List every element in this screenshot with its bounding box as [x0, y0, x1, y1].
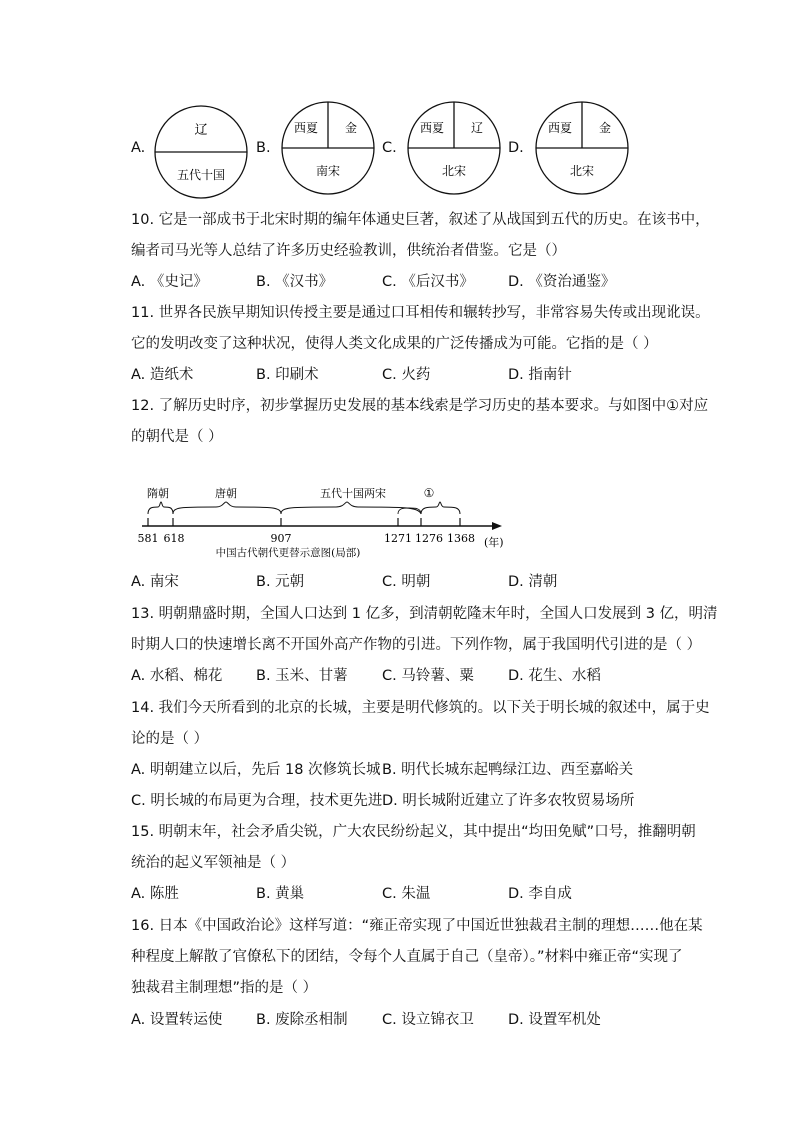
circle-d-bottom: 北宋: [569, 164, 595, 178]
q14-option-a[interactable]: A. 明朝建立以后，先后 18 次修筑长城: [131, 762, 381, 778]
q11-option-b[interactable]: B. 印刷术: [256, 367, 319, 383]
q12-option-b[interactable]: B. 元朝: [256, 574, 305, 590]
circle-b-left: 西夏: [293, 121, 319, 135]
year-1368: 1368: [447, 532, 475, 545]
q10-option-b[interactable]: B. 《汉书》: [256, 274, 334, 290]
option-c-label: C.: [382, 140, 397, 156]
q12-stem-line1: 12. 了解历史时序，初步掌握历史发展的基本线索是学习历史的基本要求。与如图中①对应: [131, 398, 709, 414]
label-five-dynasties: 五代十国两宋: [320, 487, 386, 500]
year-581: 581: [137, 532, 159, 545]
q16-stem-line3: 独裁君主制理想”指的是（ ）: [131, 980, 318, 996]
q13-stem-line2: 时期人口的快速增长离不开国外高产作物的引进。下列作物，属于我国明代引进的是（ ）: [131, 637, 702, 653]
q12-option-d[interactable]: D. 清朝: [508, 574, 558, 590]
option-d-label: D.: [508, 140, 524, 156]
circle-a-bottom: 五代十国: [176, 168, 226, 182]
q14-option-b[interactable]: B. 明代长城东起鸭绿江边、西至嘉峪关: [382, 762, 634, 778]
brace-sui: [148, 502, 173, 514]
q15-option-a[interactable]: A. 陈胜: [131, 886, 179, 902]
circle-option-a: [153, 104, 253, 200]
option-b-label: B.: [256, 140, 271, 156]
label-sui: 隋朝: [147, 487, 169, 500]
year-907: 907: [270, 532, 292, 545]
q16-option-a[interactable]: A. 设置转运使: [131, 1012, 223, 1028]
circle-option-b: [280, 100, 380, 196]
q10-stem-line1: 10. 它是一部成书于北宋时期的编年体通史巨著，叙述了从战国到五代的历史。在该书中，: [131, 212, 710, 228]
q13-option-c[interactable]: C. 马铃薯、粟: [382, 668, 474, 684]
q13-option-a[interactable]: A. 水稻、棉花: [131, 668, 223, 684]
year-1271: 1271: [384, 532, 412, 545]
q10-stem-line2: 编者司马光等人总结了许多历史经验教训，供统治者借鉴。它是（）: [131, 243, 566, 259]
q14-stem-line2: 论的是（ ）: [131, 731, 209, 747]
circle-c-right: 辽: [470, 121, 484, 135]
circle-c-left: 西夏: [419, 121, 445, 135]
q14-option-d[interactable]: D. 明长城附近建立了许多农牧贸易场所: [382, 793, 635, 809]
q15-option-c[interactable]: C. 朱温: [382, 886, 431, 902]
q16-stem-line1: 16. 日本《中国政治论》这样写道：“雍正帝实现了中国近世独裁君主制的理想……他在某: [131, 918, 703, 934]
q13-option-d[interactable]: D. 花生、水稻: [508, 668, 601, 684]
q15-option-b[interactable]: B. 黄巢: [256, 886, 305, 902]
q11-stem-line2: 它的发明改变了这种状况，使得人类文化成果的广泛传播成为可能。它指的是（ ）: [131, 336, 658, 352]
timeline-arrow: [492, 522, 502, 530]
brace-marker: [421, 502, 460, 514]
circle-a-top: 辽: [194, 123, 208, 138]
q14-option-c[interactable]: C. 明长城的布局更为合理，技术更先进: [131, 793, 383, 809]
q16-option-c[interactable]: C. 设立锦衣卫: [382, 1012, 474, 1028]
dynasty-timeline: [136, 480, 516, 560]
q16-stem-line2: 种程度上解散了官僚私下的团结，令每个人直属于自己（皇帝）。”材料中雍正帝“实现了: [131, 949, 683, 965]
label-marker-1: ①: [423, 486, 435, 500]
q11-stem-line1: 11. 世界各民族早期知识传授主要是通过口耳相传和辗转抄写，非常容易失传或出现讹误。: [131, 305, 710, 321]
year-1276: 1276: [415, 532, 443, 545]
circle-c-bottom: 北宋: [441, 164, 467, 178]
q10-option-a[interactable]: A. 《史记》: [131, 274, 208, 290]
q16-option-d[interactable]: D. 设置军机处: [508, 1012, 601, 1028]
q10-option-c[interactable]: C. 《后汉书》: [382, 274, 474, 290]
q13-option-b[interactable]: B. 玉米、甘薯: [256, 668, 348, 684]
q11-option-a[interactable]: A. 造纸术: [131, 367, 194, 383]
q11-option-d[interactable]: D. 指南针: [508, 367, 572, 383]
q13-stem-line1: 13. 明朝鼎盛时期，全国人口达到 1 亿多，到清朝乾隆末年时，全国人口发展到 3 亿，明清: [131, 606, 718, 622]
brace-tang: [173, 502, 281, 514]
q15-stem-line2: 统治的起义军领袖是（ ）: [131, 855, 296, 871]
circle-d-left: 西夏: [547, 121, 573, 135]
option-a-label: A.: [131, 140, 146, 156]
circle-option-d: [534, 100, 634, 196]
q12-stem-line2: 的朝代是（ ）: [131, 429, 223, 445]
q10-option-d[interactable]: D. 《资治通鉴》: [508, 274, 616, 290]
q11-option-c[interactable]: C. 火药: [382, 367, 431, 383]
circle-b-right: 金: [344, 121, 358, 135]
q12-option-c[interactable]: C. 明朝: [382, 574, 431, 590]
q15-stem-line1: 15. 明朝末年，社会矛盾尖锐，广大农民纷纷起义，其中提出“均田免赋”口号，推翻明朝: [131, 824, 696, 840]
circle-d-right: 金: [598, 121, 612, 135]
q14-stem-line1: 14. 我们今天所看到的北京的长城，主要是明代修筑的。以下关于明长城的叙述中，属于史: [131, 700, 710, 716]
circle-option-c: [406, 100, 506, 196]
q12-option-a[interactable]: A. 南宋: [131, 574, 179, 590]
year-618: 618: [163, 532, 185, 545]
q16-option-b[interactable]: B. 废除丞相制: [256, 1012, 348, 1028]
timeline-caption: 中国古代朝代更替示意图(局部): [215, 547, 361, 559]
year-unit: (年): [484, 536, 504, 549]
circle-b-bottom: 南宋: [315, 164, 341, 178]
q15-option-d[interactable]: D. 李自成: [508, 886, 572, 902]
brace-song: [281, 502, 421, 514]
label-tang: 唐朝: [215, 487, 237, 500]
